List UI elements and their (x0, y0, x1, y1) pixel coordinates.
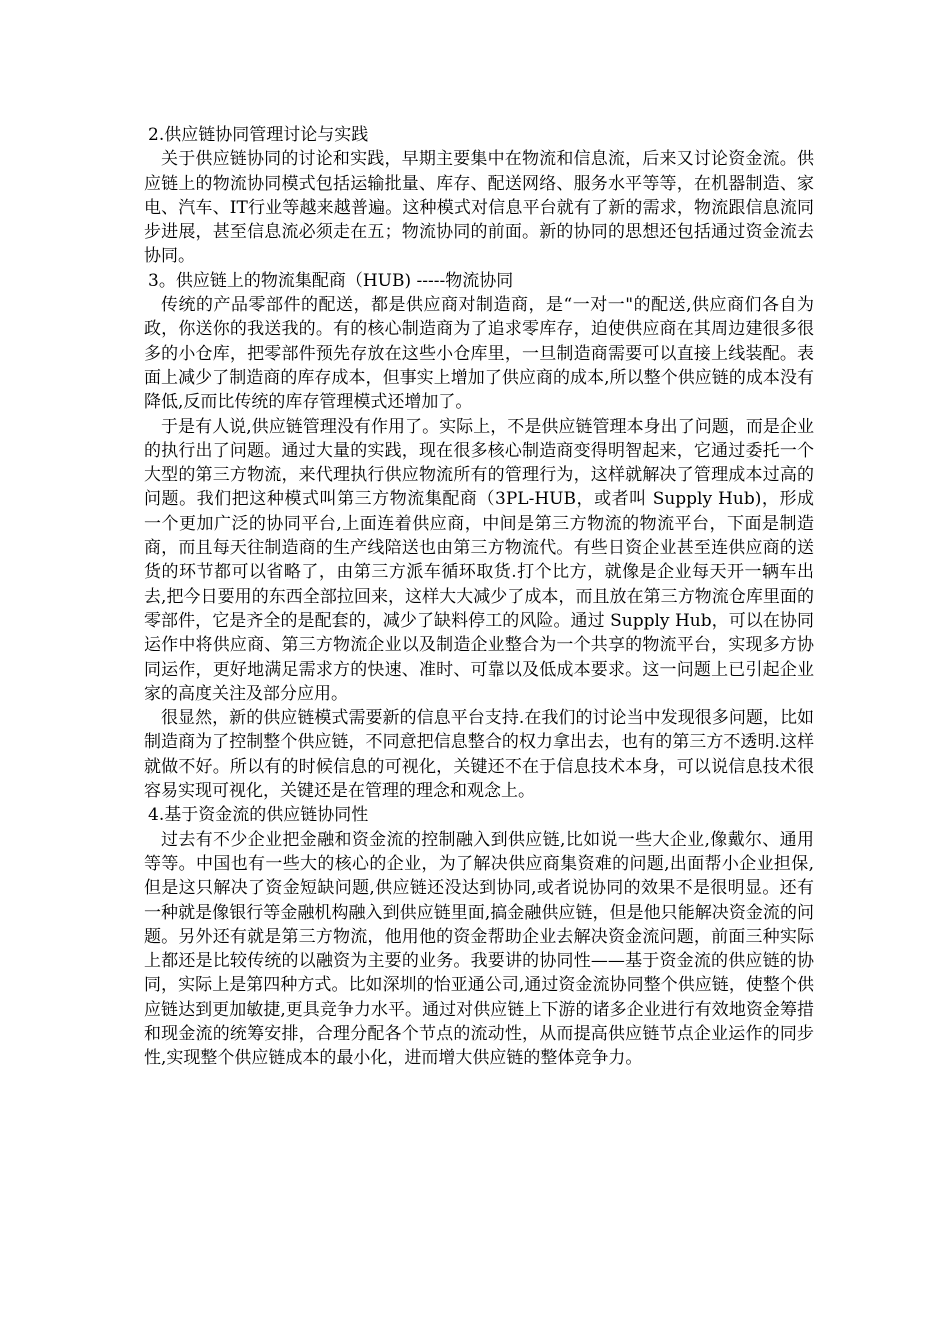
paragraph-capital-flow: 过去有不少企业把金融和资金流的控制融入到供应链,比如说一些大企业,像戴尔、通用等等。中国也有一些大的核心的企业，为了解决供应商集资难的问题,出面帮小企业担保,但是这只解决了资金短缺问题,供应链还没达到协同,或者说协同的效果不是很明显。还有一种就是像银行等金融机构融入到供应链里面,搞金融供应链，但是他只能解决资金流的问题。另外还有就是第三方物流，他用他的资金帮助企业去解决资金流问题，前面三种实际上都还是比较传统的以融资为主要的业务。我要讲的协同性——基于资金流的供应链的协同，实际上是第四种方式。比如深圳的怡亚通公司,通过资金流协同整个供应链，使整个供应链达到更加敏捷,更具竞争力水平。通过对供应链上下游的诸多企业进行有效地资金筹措和现金流的统筹安排，合理分配各个节点的流动性，从而提高供应链节点企业运作的同步性,实现整个供应链成本的最小化，进而增大供应链的整体竞争力。 (144, 829, 814, 1069)
paragraph-traditional-delivery: 传统的产品零部件的配送，都是供应商对制造商，是“一对一"的配送,供应商们各自为政，你送你的我送我的。有的核心制造商为了追求零库存，迫使供应商在其周边建很多很多的小仓库，把零部件预先存放在这些小仓库里，一旦制造商需要可以直接上线装配。表面上减少了制造商的库存成本，但事实上增加了供应商的成本,所以整个供应链的成本没有降低,反而比传统的库存管理模式还增加了。 (144, 295, 814, 413)
paragraph-collaboration-practice: 关于供应链协同的讨论和实践，早期主要集中在物流和信息流，后来又讨论资金流。供应链上的物流协同模式包括运输批量、库存、配送网络、服务水平等等，在机器制造、家电、汽车、IT行业等越来越普遍。这种模式对信息平台就有了新的需求，物流跟信息流同步进展，甚至信息流必须走在五；物流协同的前面。新的协同的思想还包括通过资金流去协同。 (144, 149, 814, 267)
section-heading-4: 4.基于资金流的供应链协同性 (148, 805, 369, 826)
paragraph-information-platform: 很显然，新的供应链模式需要新的信息平台支持.在我们的讨论当中发现很多问题，比如制造商为了控制整个供应链，不同意把信息整合的权力拿出去，也有的第三方不透明.这样就做不好。所以有的时候信息的可视化，关键还不在于信息技术本身，可以说信息技术很容易实现可视化，关键还是在管理的理念和观念上。 (144, 708, 814, 802)
paragraph-supply-hub: 于是有人说,供应链管理没有作用了。实际上，不是供应链管理本身出了问题，而是企业的执行出了问题。通过大量的实践，现在很多核心制造商变得明智起来，它通过委托一个大型的第三方物流，来代理执行供应物流所有的管理行为，这样就解决了管理成本过高的问题。我们把这种模式叫第三方物流集配商（3PL-HUB，或者叫 Supply Hub)，形成一个更加广泛的协同平台,上面连着供应商，中间是第三方物流的物流平台，下面是制造商，而且每天往制造商的生产线陪送也由第三方物流代。有些日资企业甚至连供应商的送货的环节都可以省略了，由第三方派车循环取货.打个比方，就像是企业每天开一辆车出去,把今日要用的东西全部拉回来，这样大大减少了成本，而且放在第三方物流仓库里面的零部件，它是齐全的是配套的，减少了缺料停工的风险。通过 Supply Hub，可以在协同运作中将供应商、第三方物流企业以及制造企业整合为一个共享的物流平台，实现多方协同运作，更好地满足需求方的快速、准时、可靠以及低成本要求。这一问题上已引起企业家的高度关注及部分应用。 (144, 416, 814, 704)
section-heading-3: 3。供应链上的物流集配商（HUB) -----物流协同 (148, 270, 514, 291)
document-body (144, 123, 814, 1071)
section-heading-2: 2.供应链协同管理讨论与实践 (148, 125, 369, 145)
